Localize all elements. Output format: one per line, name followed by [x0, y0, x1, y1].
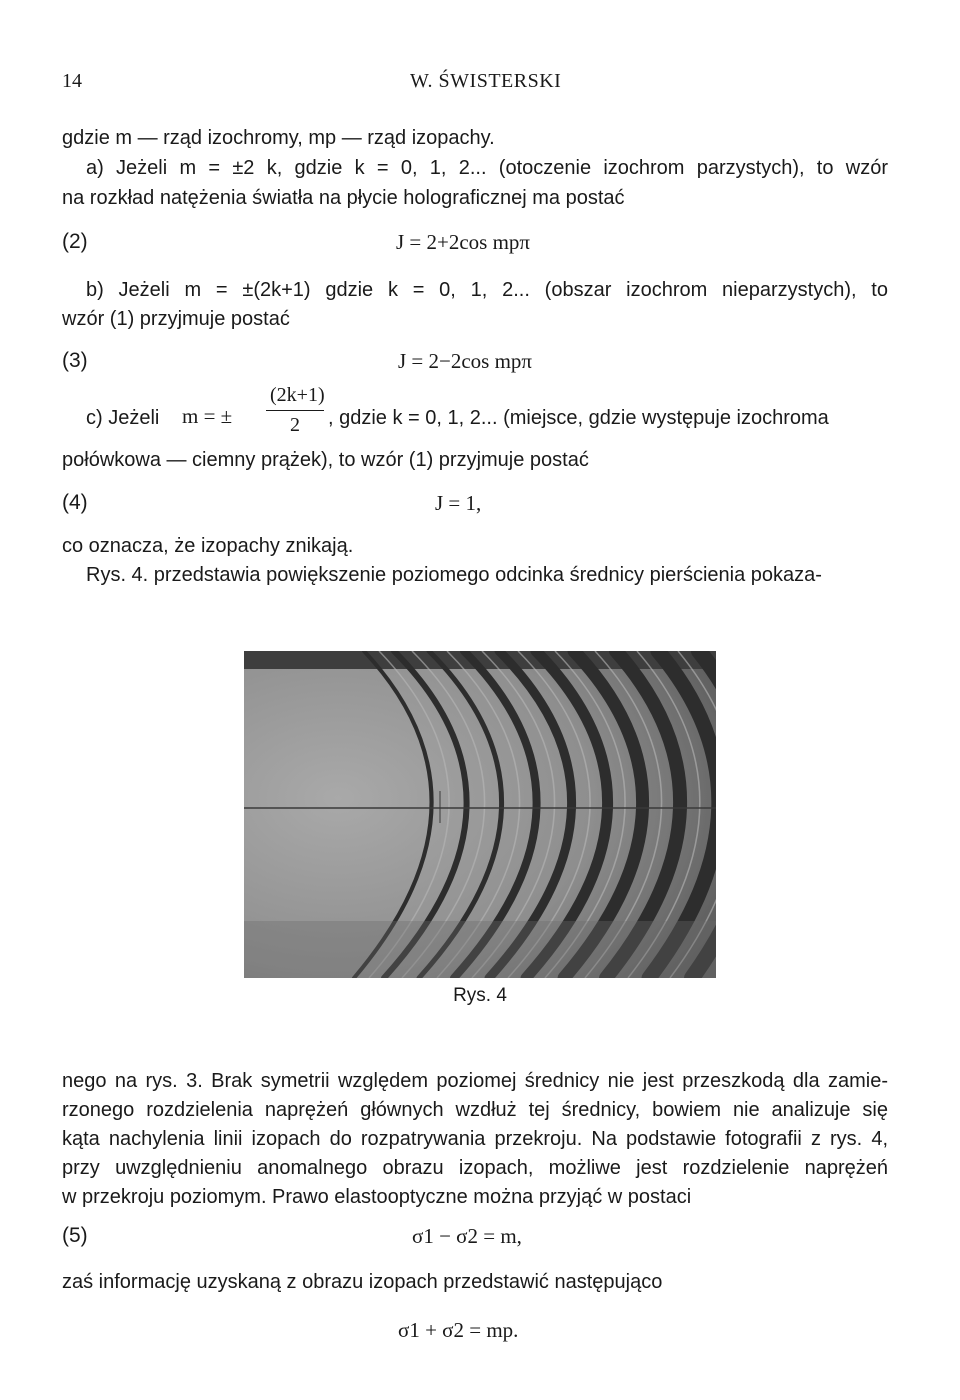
text-line-4: b) Jeżeli m = ±(2k+1) gdzie k = 0, 1, 2... (obszar izochrom nieparzystych), to [86, 279, 888, 301]
text-line-6-label: c) Jeżeli [86, 407, 160, 429]
text-line-9: Rys. 4. przedstawia powiększenie poziomego odcinka średnicy pierścienia pokaza- [86, 564, 822, 586]
text-line-12: kąta nachylenia linii izopach do rozpatrywania przekroju. Na podstawie fotografii z rys. 4, [62, 1128, 888, 1150]
text-line-7: połówkowa — ciemny prążek), to wzór (1) przyjmuje postać [62, 449, 589, 471]
equation-number-3: (3) [62, 349, 88, 372]
fraction-prefix: m = ± [182, 404, 233, 428]
text-line-10: nego na rys. 3. Brak symetrii względem poziomej średnicy nie jest przeszkodą dla zamie- [62, 1070, 888, 1092]
figure-isopach-photo [244, 651, 716, 978]
text-line-3: na rozkład natężenia światła na płycie holograficznej ma postać [62, 187, 625, 209]
equation-3: J = 2−2cos mpπ [398, 349, 533, 373]
equation-5: σ1 − σ2 = m, [412, 1224, 522, 1248]
equation-number-5: (5) [62, 1224, 88, 1247]
text-line-6-rest: , gdzie k = 0, 1, 2... (miejsce, gdzie występuje izochroma [328, 407, 829, 429]
equation-2: J = 2+2cos mpπ [396, 230, 531, 254]
page-number: 14 [62, 70, 82, 92]
text-line-14: w przekroju poziomym. Prawo elastooptyczne można przyjąć w postaci [62, 1186, 692, 1208]
text-line-11: rzonego rozdzielenia naprężeń głównych wzdłuż tej średnicy, bowiem nie analizuje się [62, 1099, 888, 1121]
text-line-13: przy uwzględnieniu anomalnego obrazu izopach, możliwe jest rozdzielenie naprężeń [62, 1157, 888, 1179]
text-line-1: gdzie m — rząd izochromy, mp — rząd izopachy. [62, 127, 495, 149]
equation-number-2: (2) [62, 230, 88, 253]
fraction-bar [266, 410, 324, 411]
fraction-numerator: (2k+1) [270, 384, 325, 406]
equation-number-4: (4) [62, 491, 88, 514]
fraction-denominator: 2 [290, 414, 300, 436]
figure-caption: Rys. 4 [453, 985, 507, 1006]
text-line-15: zaś informację uzyskaną z obrazu izopach przedstawić następująco [62, 1271, 663, 1293]
text-line-5: wzór (1) przyjmuje postać [62, 308, 290, 330]
text-line-8: co oznacza, że izopachy znikają. [62, 535, 354, 557]
running-header-author: W. ŚWISTERSKI [410, 70, 562, 92]
text-line-2: a) Jeżeli m = ±2 k, gdzie k = 0, 1, 2... (otoczenie izochrom parzystych), to wzór [86, 157, 888, 179]
equation-4: J = 1, [435, 491, 482, 515]
equation-6: σ1 + σ2 = mp. [398, 1318, 519, 1342]
